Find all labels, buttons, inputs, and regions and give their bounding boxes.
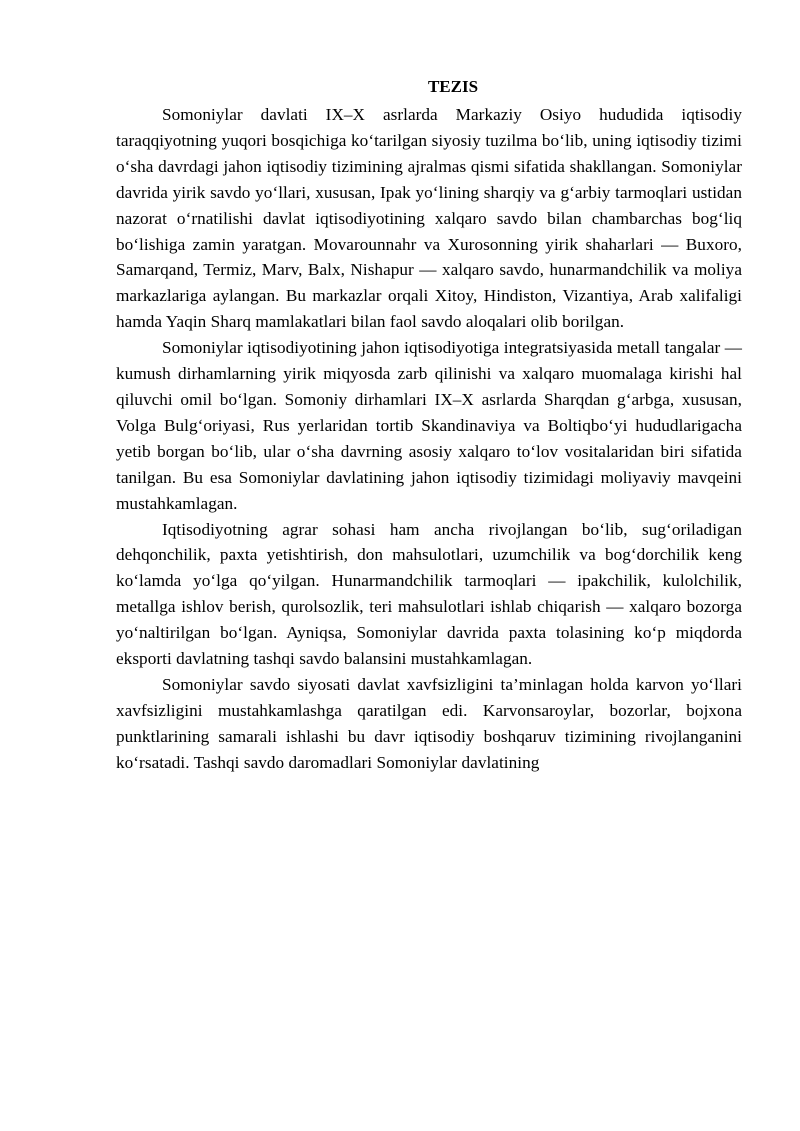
document-page	[116, 76, 742, 776]
document-title: TEZIS	[427, 77, 479, 96]
paragraph-2: Somoniylar iqtisodiyotining jahon iqtisodiyotiga integratsiyasida metall tangalar — kumush dirhamlarning yirik miqyosda zarb qilinishi va xalqaro muomalaga kirishi hal qiluvchi omil bo‘lgan. Somoniy dirhamlari IX–X asrlarda Sharqdan g‘arbga, xususan, Volga Bulg‘oriyasi, Rus yerlaridan tortib Skandinaviya va Boltiqbo‘yi hududlarigacha yetib borgan bo‘lib, ular o‘sha davrning asosiy xalqaro to‘lov vositalaridan biri sifatida tanilgan. Bu esa Somoniylar davlatining jahon iqtisodiy tizimidagi moliyaviy mavqeini mustahkamlagan.	[116, 338, 742, 513]
paragraph-3: Iqtisodiyotning agrar sohasi ham ancha rivojlangan bo‘lib, sug‘oriladigan dehqonchilik, paxta yetishtirish, don mahsulotlari, uzumchilik va bog‘dorchilik keng ko‘lamda yo‘lga qo‘yilgan. Hunarmandchilik tarmoqlari — ipakchilik, kulolchilik, metallga ishlov berish, qurolsozlik, teri mahsulotlari ishlab chiqarish — xalqaro bozorga yo‘naltirilgan bo‘lgan. Ayniqsa, Somoniylar davrida paxta tolasining ko‘p miqdorda eksporti davlatning tashqi savdo balansini mustahkamlagan.	[116, 519, 742, 669]
paragraph-1: Somoniylar davlati IX–X asrlarda Markaziy Osiyo hududida iqtisodiy taraqqiyotning yuqori bosqichiga ko‘tarilgan siyosiy tuzilma bo‘lib, uning iqtisodiy tizimi o‘sha davrdagi jahon iqtisodiy tizimining ajralmas qismi sifatida shakllangan. Somoniylar davrida yirik savdo yo‘llari, xususan, Ipak yo‘lining sharqiy va g‘arbiy tarmoqlari ustidan nazorat o‘rnatilishi davlat iqtisodiyotining xalqaro savdo bilan chambarchas bog‘liq bo‘lishiga zamin yaratgan. Movarounnahr va Xurosonning yirik shaharlari — Buxoro, Samarqand, Termiz, Marv, Balx, Nishapur — xalqaro savdo, hunarmandchilik va moliya markazlariga aylangan. Bu markazlar orqali Xitoy, Hindiston, Vizantiya, Arab xalifaligi hamda Yaqin Sharq mamlakatlari bilan faol savdo aloqalari olib borilgan.	[116, 105, 742, 332]
paragraph-4: Somoniylar savdo siyosati davlat xavfsizligini ta’minlagan holda karvon yo‘llari xavfsizligini mustahkamlashga qaratilgan edi. Karvonsaroylar, bozorlar, bojxona punktlarining samarali ishlashi bu davr iqtisodiy boshqaruv tizimining rivojlanganini ko‘rsatadi. Tashqi savdo daromadlari Somoniylar davlatining	[116, 674, 742, 772]
